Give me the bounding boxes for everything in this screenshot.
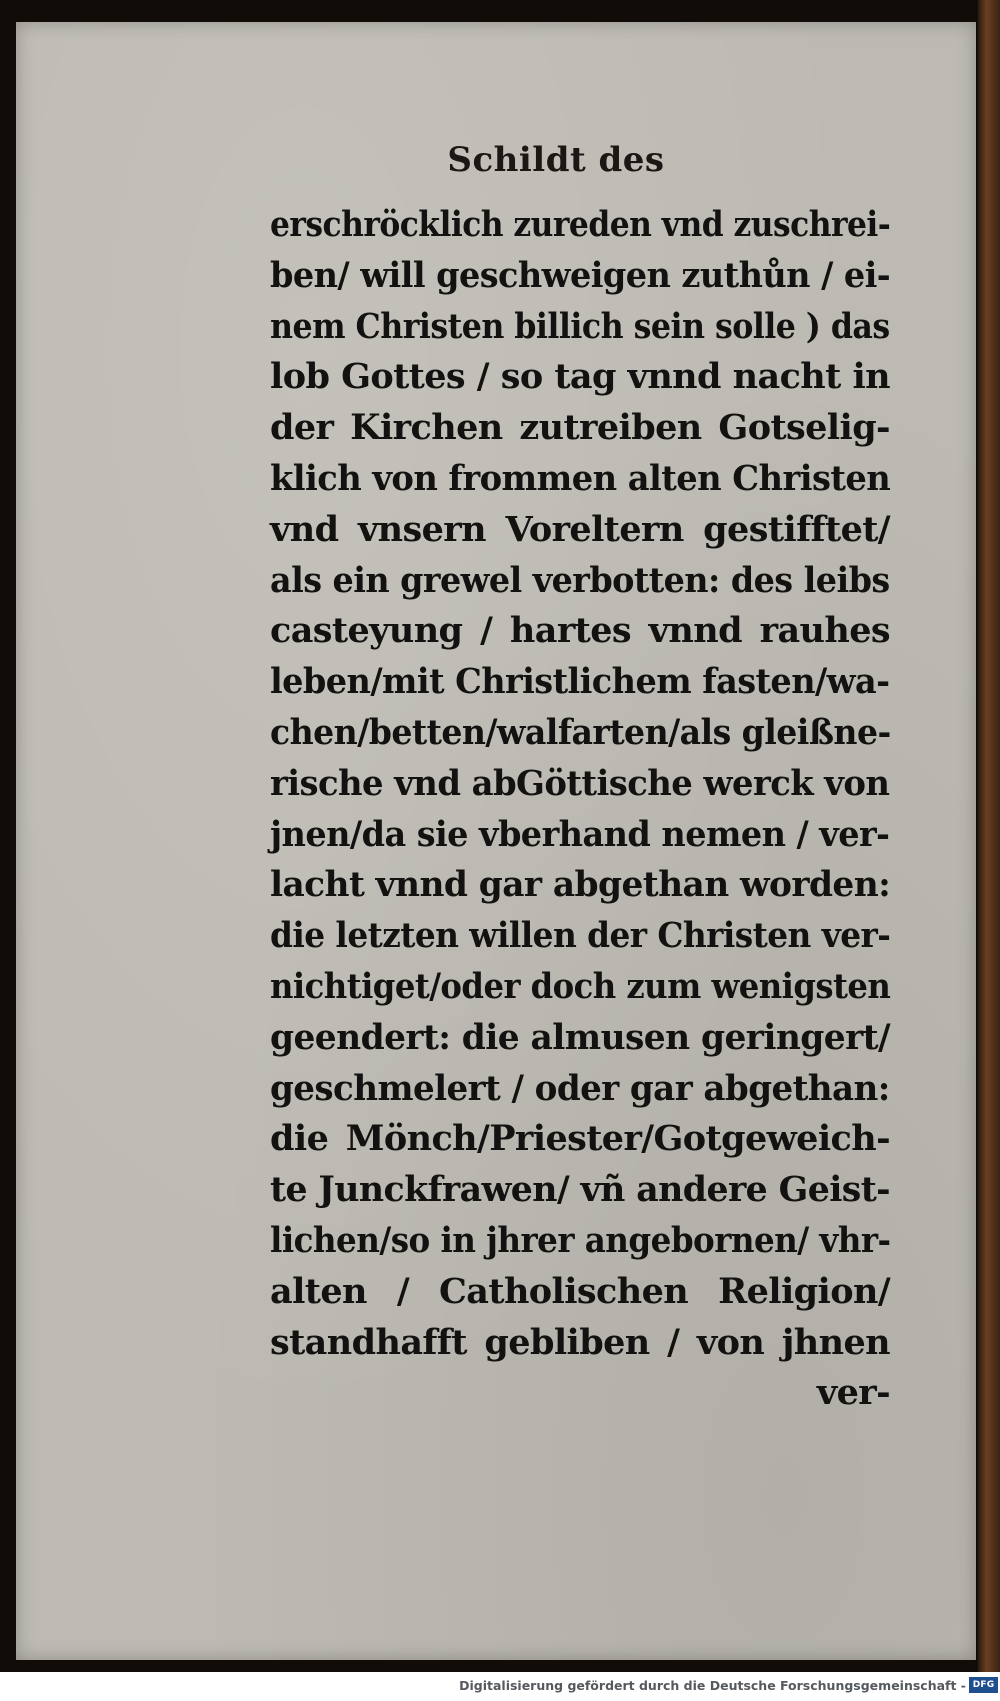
text-line: erschröcklich zureden vnd zuschrei- (270, 204, 891, 245)
text-line: geendert: die almusen geringert/ (270, 1016, 890, 1058)
running-head: Schildt des (447, 140, 665, 180)
text-line: nem Christen billich sein solle ) das (270, 305, 890, 347)
text-line: klich von frommen alten Christen (270, 457, 891, 499)
text-line: die Mönch/Priester/Gotgeweich- (270, 1118, 890, 1160)
text-line: vnd vnsern Voreltern gestifftet/ (270, 508, 890, 550)
text-line: lichen/so in jhrer angebornen/ vhr- (270, 1219, 891, 1261)
footer (0, 1672, 1000, 1701)
text-line: der Kirchen zutreiben Gotselig- (270, 407, 890, 449)
text-line: casteyung / hartes vnnd rauhes (270, 610, 890, 652)
text-line: lacht vnnd gar abgethan worden: (270, 864, 891, 906)
text-line: rische vnd abGöttische werck von (270, 762, 890, 804)
text-line: nichtiget/oder doch zum wenigsten (270, 965, 891, 1007)
text-line: die letzten willen der Christen ver- (270, 915, 891, 957)
dfg-logo: DFG (969, 1677, 998, 1693)
book-spine-edge (978, 0, 1000, 1672)
text-line: lob Gottes / so tag vnnd nacht in (270, 356, 890, 398)
text-line: chen/betten/walfarten/als gleißne- (270, 711, 891, 753)
catchword: ver- (816, 1372, 890, 1414)
text-line: jnen/da sie vberhand nemen / ver- (270, 813, 890, 855)
text-line: ben/ will geschweigen zuthůn / ei- (270, 254, 891, 296)
text-line: alten / Catholischen Religion/ (270, 1270, 890, 1312)
text-block (270, 200, 890, 1419)
text-line: te Junckfrawen/ vñ andere Geist- (270, 1169, 891, 1211)
text-line: leben/mit Christlichem fasten/wa- (270, 661, 890, 703)
text-line: standhafft gebliben / von jhnen (270, 1321, 890, 1363)
text-line: geschmelert / oder gar abgethan: (270, 1067, 890, 1109)
text-line: als ein grewel verbotten: des leibs (270, 559, 890, 601)
digitization-credit: Digitalisierung gefördert durch die Deutsche Forschungsgemeinschaft - (459, 1678, 966, 1693)
book-page (16, 22, 976, 1660)
